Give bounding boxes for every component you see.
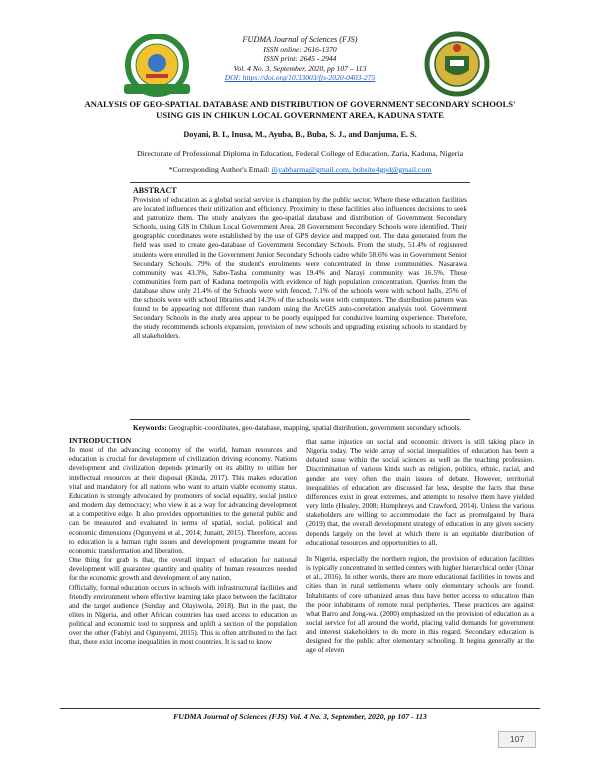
abstract-heading: ABSTRACT: [133, 186, 177, 195]
author-list: Doyani, B. I., Inusa, M., Ayuba, B., Buba, S. J., and Danjuma, E. S.: [183, 130, 417, 139]
right-column: [306, 438, 534, 656]
paragraph: In most of the advancing economy of the world, human resources and education is crucial for development of civilization driving economy. Nations development and civilization depends primarily on its ability to utilize her intellectual resources at their disposal (Kinda, 2017). This makes education vital and mandatory for all nations who want to attain viable economy status. Education is strongly advocated by promoters of social equality, social justice and modern day democracy; who view it as a way for advancing development at a competitive edge. It also provides opportunities to the general public and can be measured and evaluated in terms of spatial, social, political and economic dimensions (Ogunyemi et al., 2014; Junaitt, 2015). Therefore, access to education is a human right issues and development programme meant for economic transformation and liberation.: [69, 446, 297, 555]
issn-print: ISSN print: 2645 - 2944: [263, 54, 337, 64]
left-column: [69, 436, 297, 648]
page-footer: FUDMA Journal of Sciences (FJS) Vol. 4 No. 3, September, 2020, pp 107 - 113: [173, 712, 427, 721]
corresponding-email[interactable]: iliyabbarma@gmail.com, bobsite4gpd@gmail.com: [271, 165, 432, 174]
corresponding-label: *Corresponding Author's Email:: [168, 165, 272, 174]
affiliation: Directorate of Professional Diploma in Education, Federal College of Education, Zaria, Kaduna, Nigeria: [136, 149, 464, 158]
paragraph: that same injustice on social and economic drivers is still taking place in Nigeria today. The wide array of social inequalities of education has been a debated issue within the social sciences as well as the teaching profession. Discrimination of various kinds such as religion, politics, ethnic, racial, and gender are very often the main issues of debate. However, territorial inequalities of education are discussed far less, despite the facts that these differences exist in great extremes, and attempts to resolve them have yielded very little (Healey, 2008; Humphreys and Crawford, 2014). Unless the various stakeholders are willing to accommodate the fact as promulgated by Ibara (2019) that, the overall development strategy of education in any given society depends largely on the level at which there is an equitable distribution of educational resources and opportunities to all.: [306, 438, 534, 547]
footer-rule: [60, 708, 540, 709]
journal-name: FUDMA Journal of Sciences (FJS): [242, 35, 358, 44]
title-line-1: ANALYSIS OF GEO-SPATIAL DATABASE AND DISTRIBUTION OF GOVERNMENT SECONDARY SCHOOLS': [84, 99, 516, 109]
title-line-2: USING GIS IN CHIKUN LOCAL GOVERNMENT AREA, KADUNA STATE: [156, 109, 444, 120]
abstract-text: Provision of education as a global social service is champion by the public sector. Where these education facilities are located influences their utilization and efficiency. Proximity to these facilities also influences decisions to seek and patronize them. The study analyzes the geo-spatial database and distribution of Government Secondary Schools, using GIS in Chikun Local Government Area. 28 Government Secondary Schools were identified. Their geographic coordinates were established by the use of GPS device and mapped out. The data generated from the field was used to create geo-database of Government Secondary Schools. From the study, 51.4% of registered students were enrolled in the Government Junior Secondary Schools cadre while 58.6% was in Government Senior Secondary Schools. 79% of the student's enrolments were concentrated in three communities. Nasarawa community was 43.3%, Sabo-Tasha community was 19.4% and Narayi community was 16.5%. These communities form part of Kaduna metropolis with evidence of high population concentration. Queries from the database show only 21.4% of the Schools were with fenced, 7.1% of the schools were with school halls, 25% of the schools were with school libraries and 14.3% of the schools were with computers. The distribution pattern was found to be appearing not different than random using the ArcGIS auto-correlation analysis tool. Government Secondary Schools in the study area appear to be poorly equipped for conducive learning experience. Therefore, the study recommends schools expansion, provision of new schools and upgrading existing schools to standard by all stakeholders.: [133, 196, 467, 341]
abstract-top-rule: [130, 182, 470, 183]
paper-title: [60, 99, 540, 120]
journal-header: [180, 35, 420, 83]
doi-link[interactable]: DOI: https://doi.org/10.33003/fjs-2020-0403-275: [224, 73, 376, 83]
corresponding-author: [60, 165, 540, 174]
keywords: [133, 424, 467, 433]
paragraph: One thing for grab is that, the overall impact of education for national development will guarantee quantity and quality of human resources needed for the economic growth and development of any nation.: [69, 556, 297, 583]
paragraph: In Nigeria, especially the northern region, the provision of education facilities is typically concentrated in settled centers with higher hierarchical order (Umar et al., 2016). In other words, there are more educational facilities in towns and cities than in rural settlements where only elementary schools are found. Inhabitants of core urbanized areas thus have better access to education than the poor inhabitants of remote rural peripheries. These practices are against what Barro and Jong-wa. (2000) emphasized on the provision of education as a social service for all around the world, placing valid demands for government and interest stakeholders to do more in this regard. Secondary education is designed for the public after elementary schooling. It begins generally at the age of eleven: [306, 554, 534, 655]
fudma-seal: [424, 30, 490, 100]
keywords-text: Geographic-coordinates, geo-database, mapping, spatial distribution, government secondary schools.: [166, 424, 462, 432]
issn-online: ISSN online: 2616-1370: [263, 44, 337, 54]
volume-info: Vol. 4 No. 3, September, 2020, pp 107 – 113: [233, 63, 367, 73]
paragraph: Officially, formal education occurs in schools with infrastructural facilities and friendly environment where effective learning take place between the facilitator and the target audience (Sunday and Olayiwola, 2018). But in the past, the elites in Nigeria, and other African countries has used access to education as political and economic tool to suppress and uplift a section of the population over the other (Fabiyi and Ogunyemi, 2015). This is often attributed to the fact that, there exist income inequalities in most countries. It is sad to know: [69, 583, 297, 647]
introduction-heading: INTRODUCTION: [69, 436, 132, 445]
page-number: 107: [498, 731, 536, 748]
abstract-bottom-rule: [130, 419, 470, 420]
keywords-label: Keywords:: [133, 424, 167, 432]
